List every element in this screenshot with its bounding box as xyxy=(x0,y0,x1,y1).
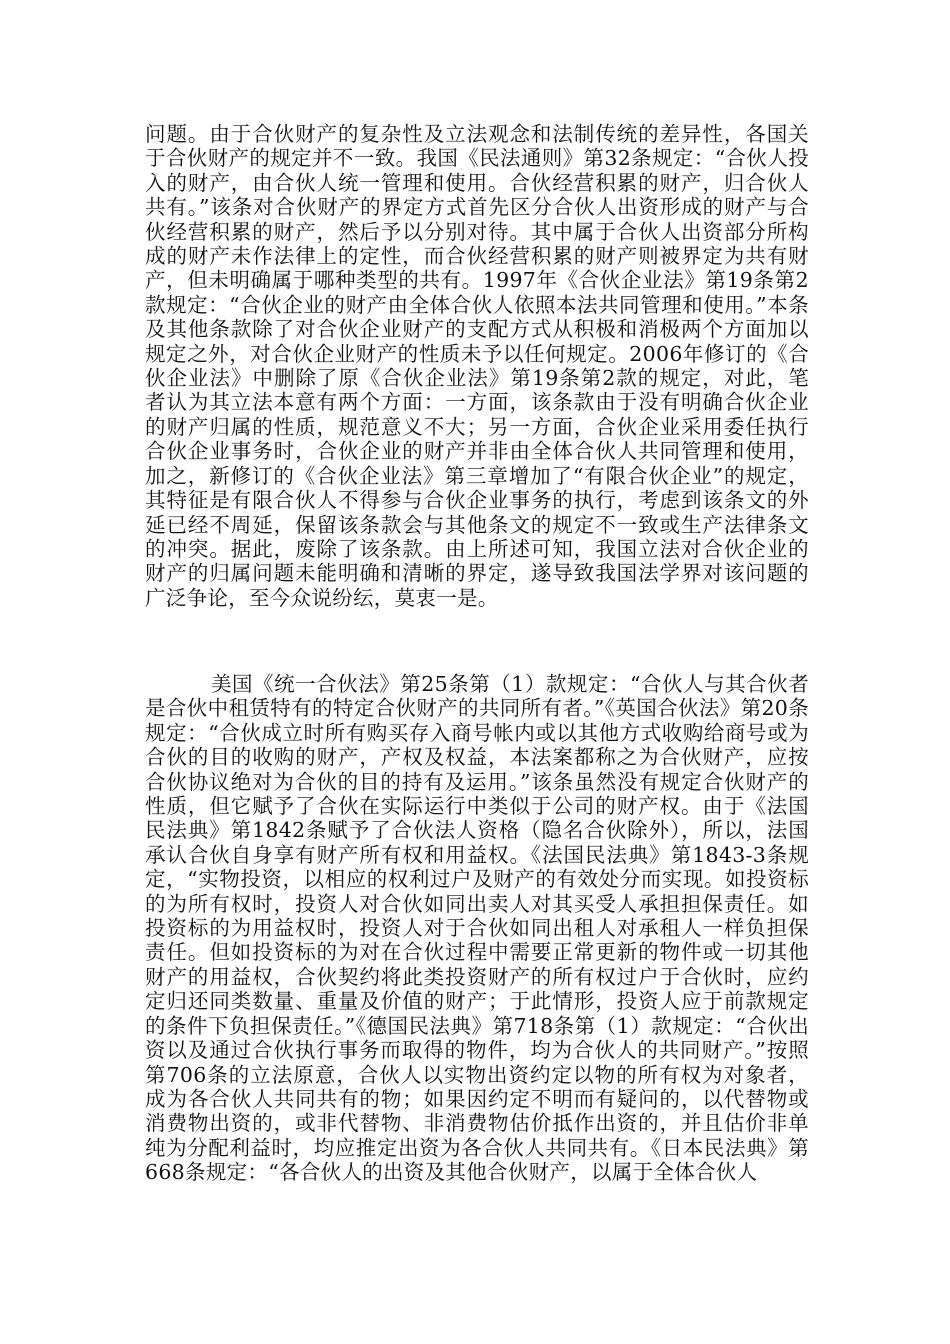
body-paragraph-2 xyxy=(145,672,809,1185)
body-paragraph-1 xyxy=(145,122,809,610)
paragraph-text: 问题。由于合伙财产的复杂性及立法观念和法制传统的差异性，各国关于合伙财产的规定并不一致。我国《民法通则》第32条规定：“合伙人投入的财产，由合伙人统一管理和使用。合伙经营积累的财产，归合伙人共有。”该条对合伙财产的界定方式首先区分合伙人出资形成的财产与合伙经营积累的财产，然后予以分别对待。其中属于合伙人出资部分所构成的财产未作法律上的定性，而合伙经营积累的财产则被界定为共有财产，但未明确属于哪种类型的共有。1997年《合伙企业法》第19条第2款规定：“合伙企业的财产由全体合伙人依照本法共同管理和使用。”本条及其他条款除了对合伙企业财产的支配方式从积极和消极两个方面加以规定之外，对合伙企业财产的性质未予以任何规定。2006年修订的《合伙企业法》中删除了原《合伙企业法》第19条第2款的规定，对此，笔者认为其立法本意有两个方面：一方面，该条款由于没有明确合伙企业的财产归属的性质，规范意义不大；另一方面，合伙企业采用委任执行合伙企业事务时，合伙企业的财产并非由全体合伙人共同管理和使用，加之，新修订的《合伙企业法》第三章增加了“有限合伙企业”的规定，其特征是有限合伙人不得参与合伙企业事务的执行，考虑到该条文的外延已经不周延，保留该条款会与其他条文的规定不一致或生产法律条文的冲突。据此，废除了该条款。由上所述可知，我国立法对合伙企业的财产的归属问题未能明确和清晰的界定，遂导致我国法学界对该问题的广泛争论，至今众说纷纭，莫衷一是。 xyxy=(145,122,809,610)
paragraph-text: 美国《统一合伙法》第25条第（1）款规定：“合伙人与其合伙者是合伙中租赁特有的特定合伙财产的共同所有者。”《英国合伙法》第20条规定：“合伙成立时所有购买存入商号帐内或以其他方式收购给商号或为合伙的目的收购的财产，产权及权益，本法案都称之为合伙财产，应按合伙协议绝对为合伙的目的持有及运用。”该条虽然没有规定合伙财产的性质，但它赋予了合伙在实际运行中类似于公司的财产权。由于《法国民法典》第1842条赋予了合伙法人资格（隐名合伙除外），所以，法国承认合伙自身享有财产所有权和用益权。《法国民法典》第1843-3条规定，“实物投资，以相应的权利过户及财产的有效处分而实现。如投资标的为所有权时，投资人对合伙如同出卖人对其买受人承担担保责任。如投资标的为用益权时，投资人对于合伙如同出租人对承租人一样负担保责任。但如投资标的为对在合伙过程中需要正常更新的物件或一切其他财产的用益权，合伙契约将此类投资财产的所有权过户于合伙时，应约定归还同类数量、重量及价值的财产；于此情形，投资人应于前款规定的条件下负担保责任。”《德国民法典》第718条第（1）款规定：“合伙出资以及通过合伙执行事务而取得的物件，均为合伙人的共同财产。”按照第706条的立法原意，合伙人以实物出资约定以物的所有权为对象者，成为各合伙人共同共有的物；如果因约定不明而有疑问的，以代替物或消费物出资的，或非代替物、非消费物估价抵作出资的，并且估价非单纯为分配利益时，均应推定出资为各合伙人共同共有。《日本民法典》第668条规定：“各合伙人的出资及其他合伙财产，以属于全体合伙人 xyxy=(145,672,809,1185)
